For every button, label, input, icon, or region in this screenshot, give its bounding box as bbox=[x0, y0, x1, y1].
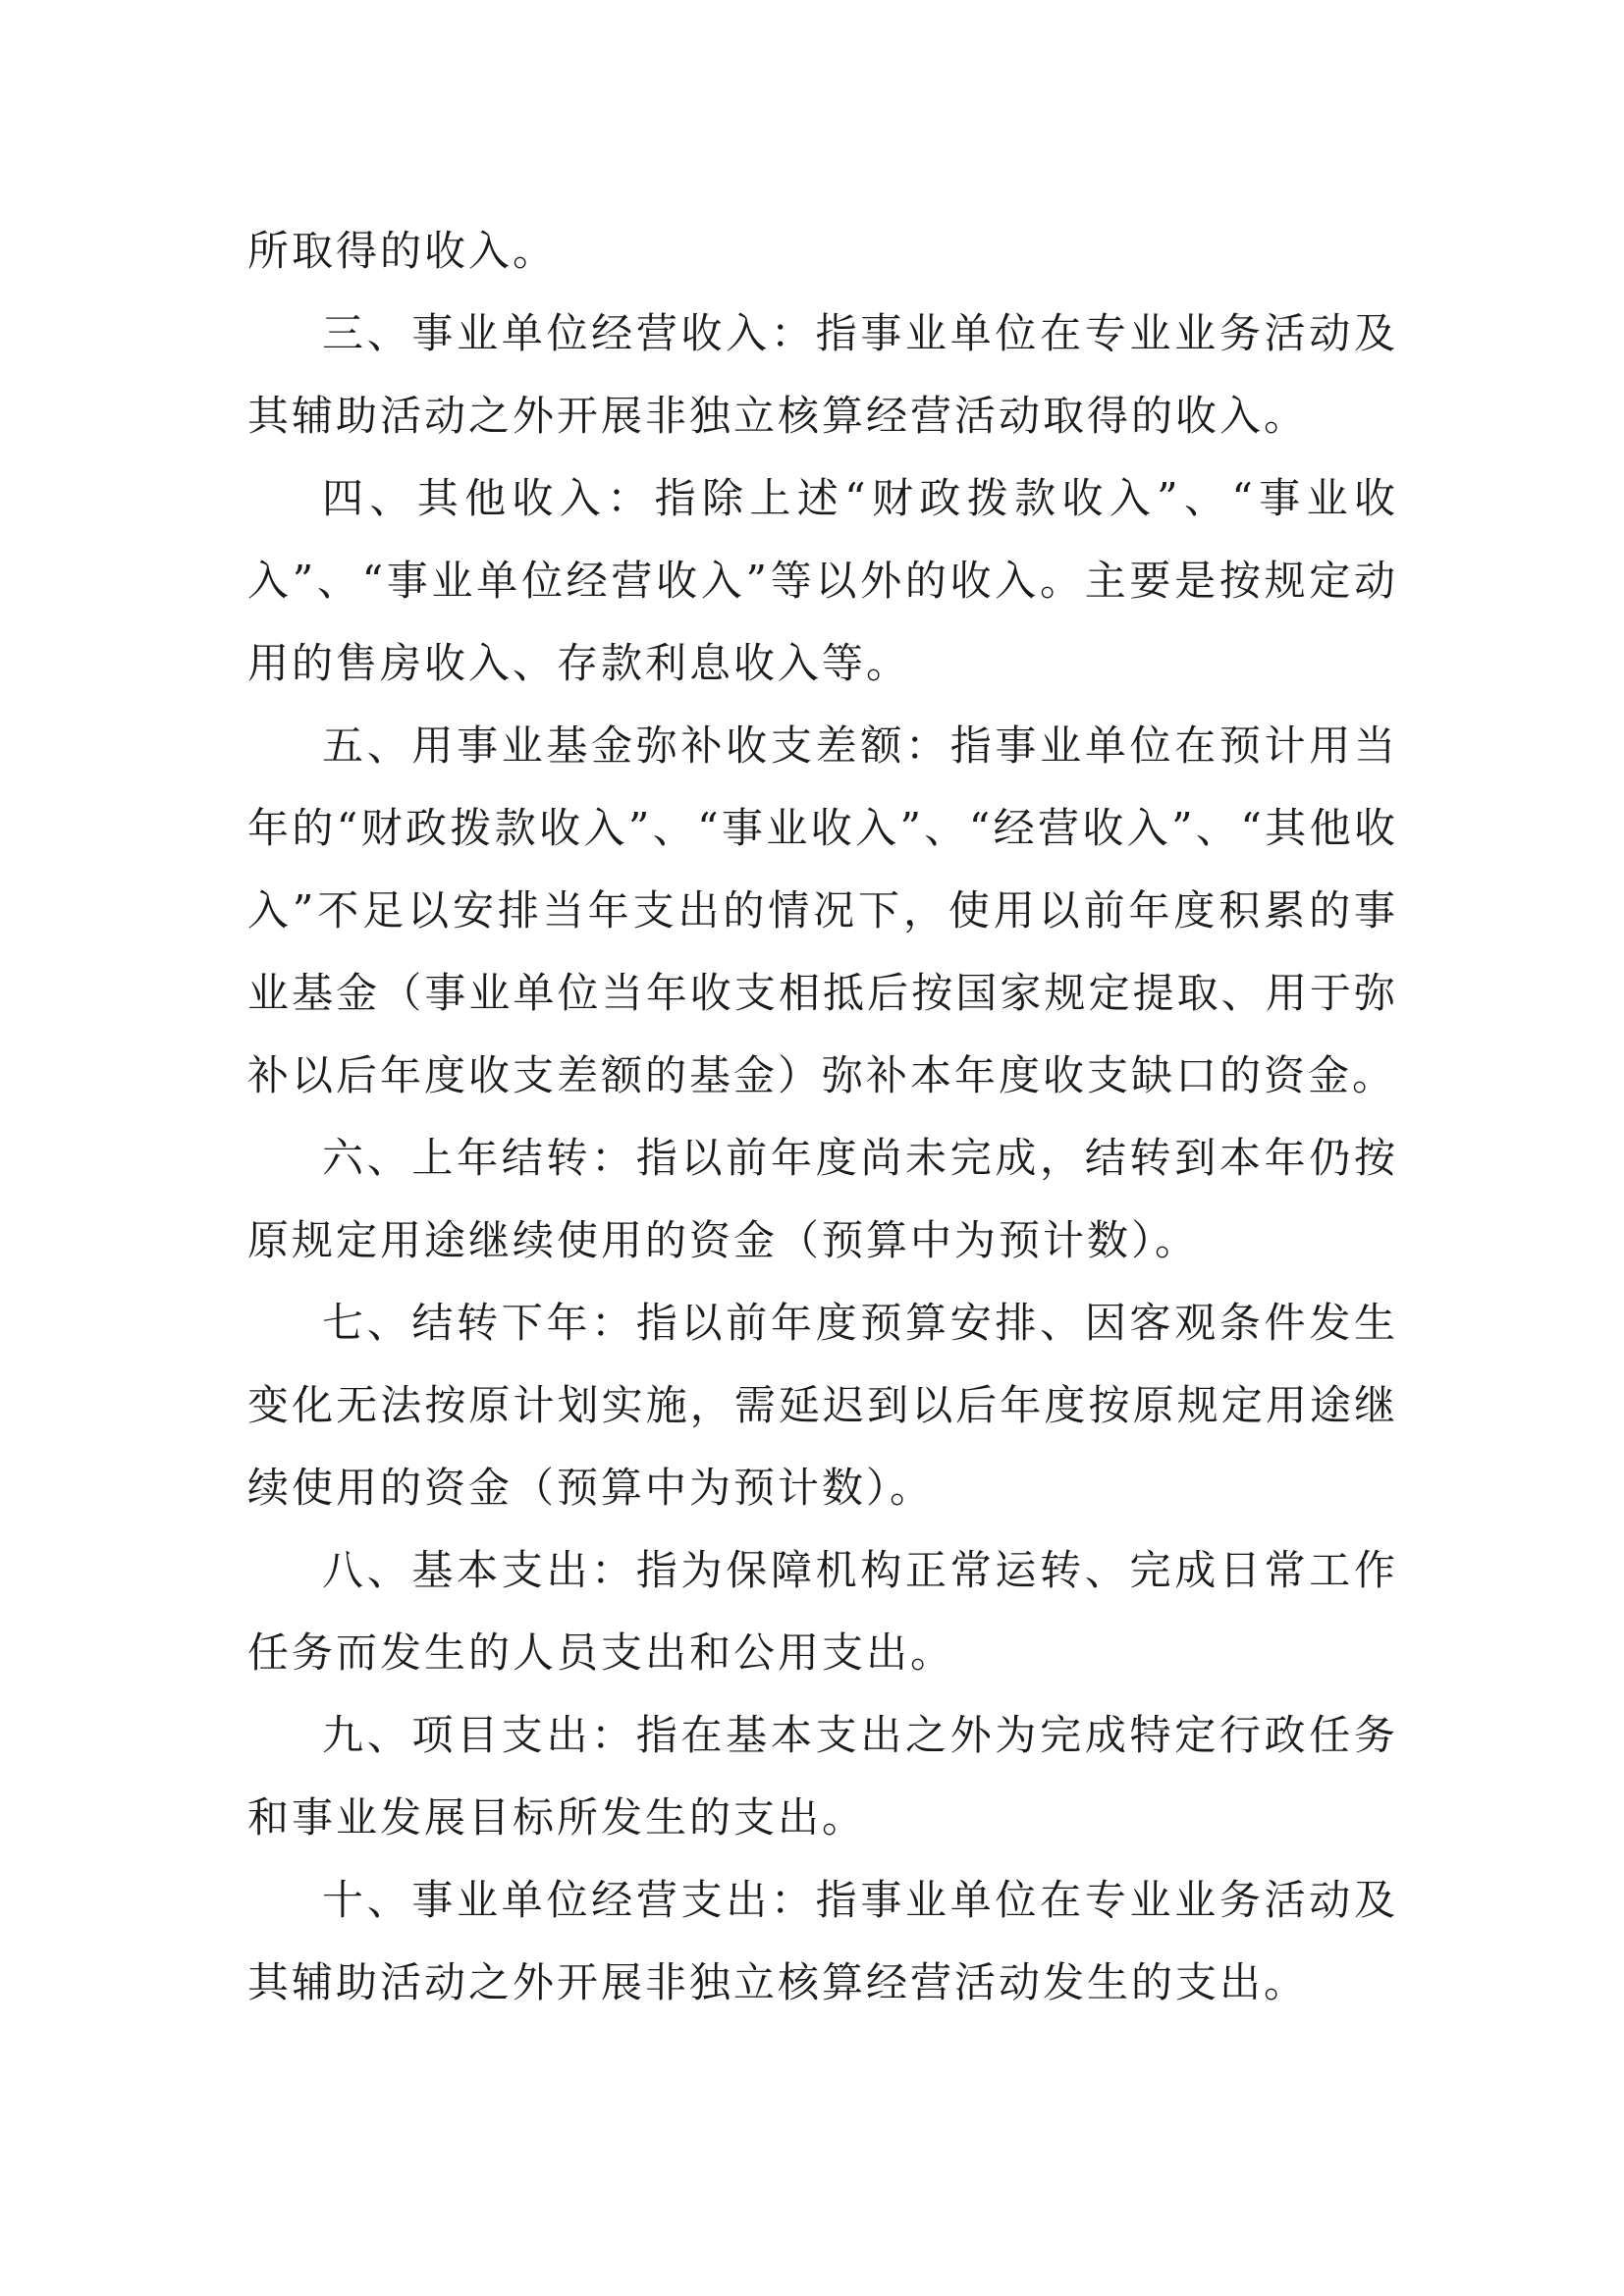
document-body bbox=[247, 210, 1398, 2024]
paragraph-other-income: 四、其他收入：指除上述“财政拨款收入”、“事业收入”、“事业单位经营收入”等以外的收入。主要是按规定动用的售房收入、存款利息收入等。 bbox=[247, 474, 1398, 687]
paragraph-business-fund-offset: 五、用事业基金弥补收支差额：指事业单位在预计用当年的“财政拨款收入”、“事业收入”、“经营收入”、“其他收入”不足以安排当年支出的情况下，使用以前年度积累的事业基金（事业单位当年收支相抵后按国家规定提取、用于弥补以后年度收支差额的基金）弥补本年度收支缺口的资金。 bbox=[247, 721, 1398, 1099]
paragraph-business-unit-operating-expenditure: 十、事业单位经营支出：指事业单位在专业业务活动及其辅助活动之外开展非独立核算经营活动发生的支出。 bbox=[247, 1876, 1398, 2006]
paragraph-basic-expenditure: 八、基本支出：指为保障机构正常运转、完成日常工作任务而发生的人员支出和公用支出。 bbox=[247, 1546, 1398, 1677]
paragraph-project-expenditure: 九、项目支出：指在基本支出之外为完成特定行政任务和事业发展目标所发生的支出。 bbox=[247, 1711, 1398, 1842]
paragraph-business-unit-operating-income: 三、事业单位经营收入：指事业单位在专业业务活动及其辅助活动之外开展非独立核算经营活动取得的收入。 bbox=[247, 309, 1398, 440]
paragraph-continuation: 所取得的收入。 bbox=[247, 227, 558, 275]
paragraph-carryover-to-next-year: 七、结转下年：指以前年度预算安排、因客观条件发生变化无法按原计划实施，需延迟到以后年度按原规定用途继续使用的资金（预算中为预计数）。 bbox=[247, 1299, 1398, 1512]
paragraph-prior-year-carryover: 六、上年结转：指以前年度尚未完成，结转到本年仍按原规定用途继续使用的资金（预算中为预计数）。 bbox=[247, 1134, 1398, 1264]
